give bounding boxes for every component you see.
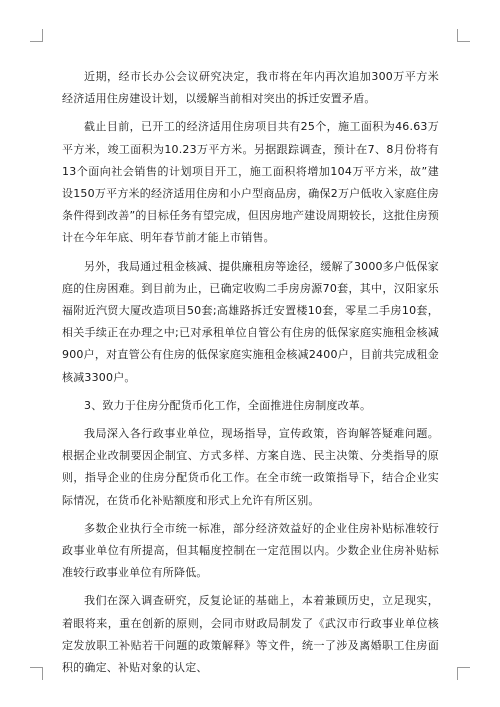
crop-mark-top-right [457, 29, 470, 42]
paragraph: 截止目前，已开工的经济适用住房项目共有25个，施工面积为46.63万平方米，竣工面积为10.23万平方米。另据跟踪调查，预计在7、8月份将有13个面向社会销售的计划项目开工，施工面积将增加104万平方米，故”建设150万平方米的经济适用住房和小户型商品房，确保2万户低收入家庭住房条件得到改善”的目标任务有望完成，但因房地产建设周期较长，这批住房预计在今年年底、明年春节前才能上市销售。 [62, 120, 439, 245]
crop-mark-top-left [30, 29, 43, 42]
paragraph: 近期，经市长办公会议研究决定，我市将在年内再次追加300万平方米经济适用住房建设计划，以缓解当前相对突出的拆迁安置矛盾。 [62, 70, 439, 106]
section-heading: 3、致力于住房分配货币化工作，全面推进住房制度改革。 [84, 398, 372, 412]
crop-mark-bottom-right [457, 667, 470, 680]
paragraph: 多数企业执行全市统一标准，部分经济效益好的企业住房补贴标准较行政事业单位有所提高，但其幅度控制在一定范围以内。少数企业住房补贴标准较行政事业单位有所降低。 [62, 521, 439, 580]
paragraph: 另外，我局通过租金核减、提供廉租房等途径，缓解了3000多户低保家庭的住房困难。到目前为止，已确定收购二手房房源70套，其中，汉阳家乐福附近汽贸大厦改造项目50套;高雄路拆迁安置楼10套，零星二手房10套，相关手续正在办理之中;已对承租单位自管公有住房的低保家庭实施租金核减900户，对直管公有住房的低保家庭实施租金核减2400户，目前共完成租金核减3300户。 [62, 259, 439, 384]
crop-mark-bottom-left [30, 667, 43, 680]
paragraph: 我们在深入调查研究，反复论证的基础上，本着兼顾历史，立足现实，着眼将来，重在创新的原则，会同市财政局制发了《武汉市行政事业单位核定发放职工补贴若干问题的政策解释》等文件，统一了涉及离婚职工住房面积的确定、补贴对象的认定、 [62, 594, 439, 675]
paragraph: 我局深入各行政事业单位，现场指导，宣传政策，咨询解答疑难问题。根据企业改制要因企制宜、方式多样、方案自选、民主决策、分类指导的原则，指导企业的住房分配货币化工作。在全市统一政策指导下，结合企业实际情况，在货币化补贴额度和形式上允许有所区别。 [62, 427, 439, 507]
document-body [62, 66, 439, 685]
